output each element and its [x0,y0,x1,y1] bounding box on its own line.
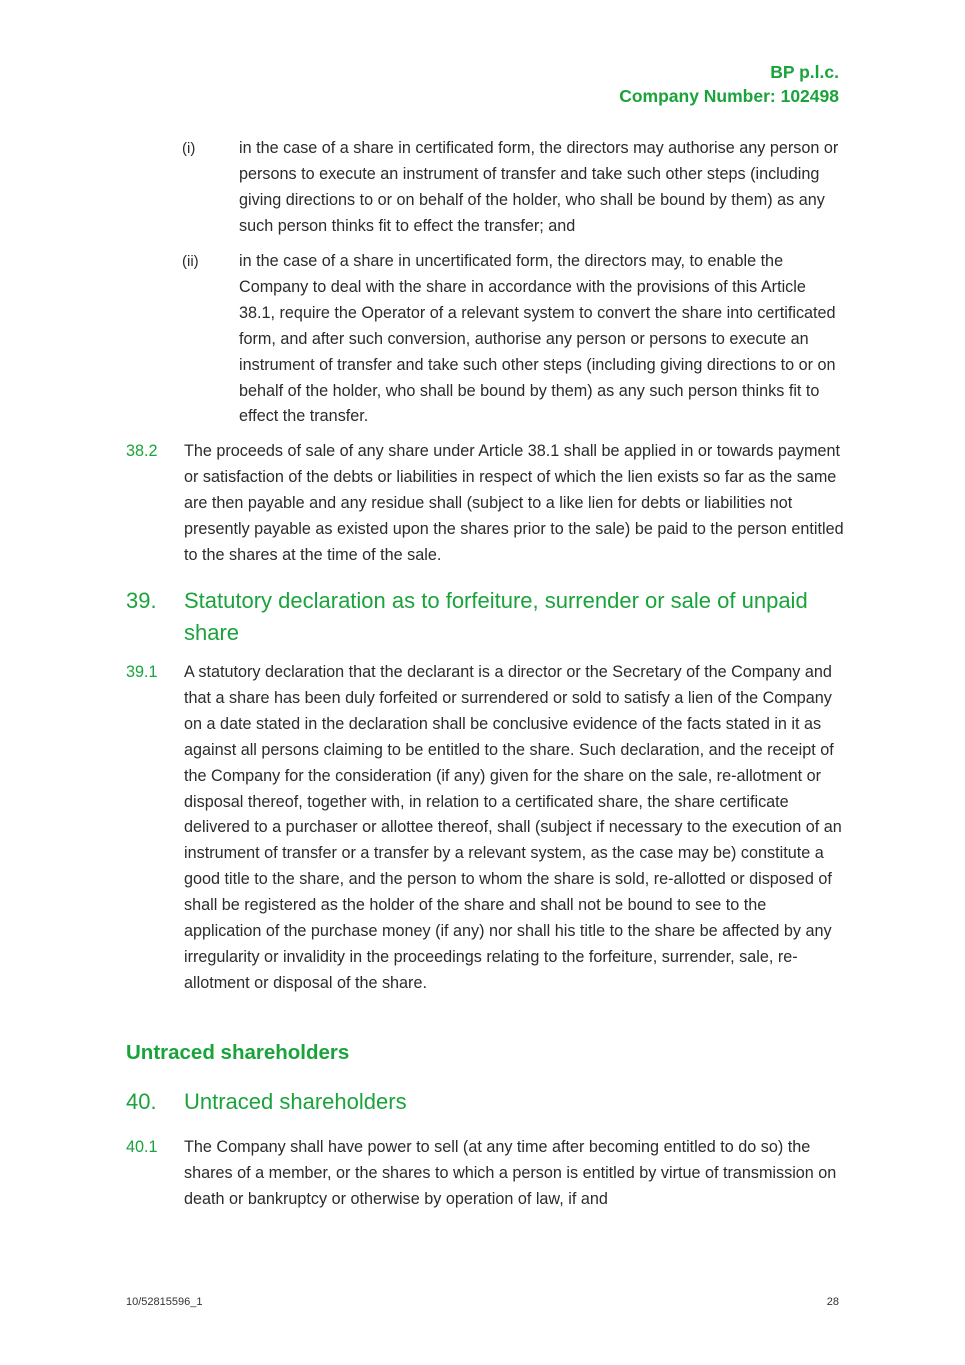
clause-number: 38.2 [126,442,158,460]
sub-item-number: (ii) [182,253,199,270]
clause-number: 40.1 [126,1138,158,1156]
document-reference: 10/52815596_1 [126,1296,203,1308]
sub-item-text: in the case of a share in certificated form, the directors may authorise any person or persons to execute an instrument of transfer and take such other steps (including giving directions to or on behalf of the holder, who shall be bound by them) as any such person thinks fit to effect the transfer; and [239,139,839,235]
page-number: 28 [826,1296,839,1308]
article-number: 40. [126,1089,157,1114]
sub-item-number: (i) [182,140,196,157]
clause-text: The Company shall have power to sell (at any time after becoming entitled to do so) the shares of a member, or the shares to which a person is entitled by virtue of transmission on death or bankruptcy or otherwise by operation of law, if and [184,1138,837,1208]
sub-item-text: in the case of a share in uncertificated form, the directors may, to enable the Company to deal with the share in accordance with the provisions of this Article 38.1, require the Operator of a relevant system to convert the share into certificated form, and after such conversion, authorise any person or persons to execute an instrument of transfer and take such other steps (including giving directions to or on behalf of the holder, who shall be bound by them) as any such person thinks fit to effect the transfer. [239,252,836,426]
section-heading: Untraced shareholders [126,1041,350,1064]
company-number: Company Number: 102498 [619,86,839,106]
page-header [619,60,839,108]
article-number: 39. [126,588,157,613]
article-title: Statutory declaration as to forfeiture, surrender or sale of unpaid share [184,588,808,645]
article-title: Untraced shareholders [184,1089,407,1114]
clause-text: A statutory declaration that the declarant is a director or the Secretary of the Company and that a share has been duly forfeited or surrendered or sold to satisfy a lien of the Company on a date stated in the declaration shall be conclusive evidence of the facts stated in it as against all persons claiming to be entitled to the share. Such declaration, and the receipt of the Company for the consideration (if any) given for the share on the sale, re-allotment or disposal thereof, together with, in relation to a certificated share, the share certificate delivered to a purchaser or allottee thereof, shall (subject if necessary to the execution of an instrument of transfer or a transfer by a relevant system, as the case may be) constitute a good title to the share, and the person to whom the share is sold, re-allotted or disposed of shall be registered as the holder of the share and shall not be bound to see to the application of the purchase money (if any) nor shall his title to the share be affected by any irregularity or invalidity in the proceedings relating to the forfeiture, surrender, sale, re-allotment or disposal of the share. [184,663,842,992]
company-name: BP p.l.c. [770,62,839,82]
clause-text: The proceeds of sale of any share under Article 38.1 shall be applied in or towards payment or satisfaction of the debts or liabilities in respect of which the lien exists so far as the same are then payable and any residue shall (subject to a like lien for debts or liabilities not presently payable as existed upon the shares prior to the sale) be paid to the person entitled to the shares at the time of the sale. [184,442,844,564]
clause-number: 39.1 [126,663,158,681]
